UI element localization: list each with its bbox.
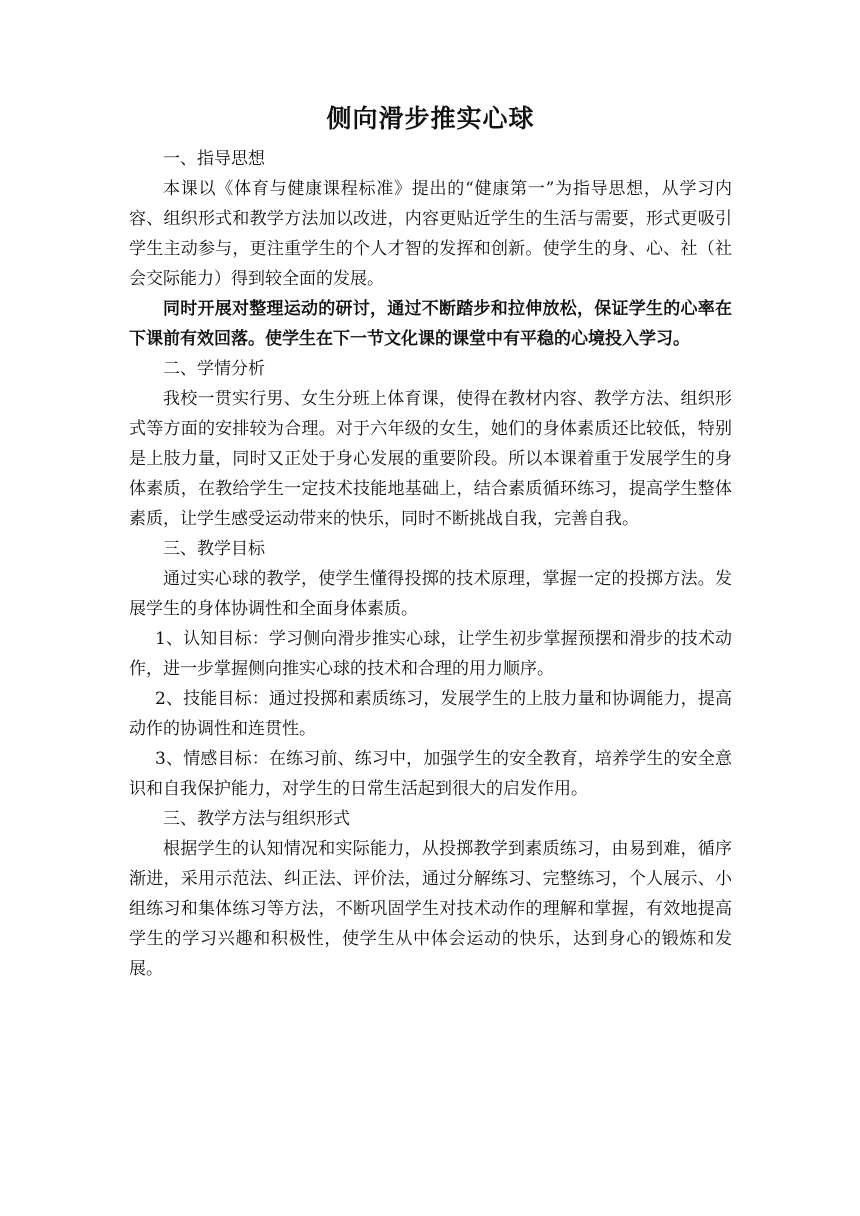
section-heading-guiding-ideology: 一、指导思想: [163, 149, 265, 169]
section-heading-teaching-methods: 三、教学方法与组织形式: [163, 809, 350, 829]
document-title: 侧向滑步推实心球: [326, 104, 535, 133]
paragraph-student-analysis: 我校一贯实行男、女生分班上体育课，使得在教材内容、教学方法、组织形式等方面的安排较为合理。对于六年级的女生，她们的身体素质还比较低，特别是上肢力量，同时又正处于身心发展的重要阶段。所以本课着重于发展学生的身体素质，在教给学生一定技术技能地基础上，结合素质循环练习，提高学生整体素质，让学生感受运动带来的快乐，同时不断挑战自我，完善自我。: [129, 389, 732, 529]
goal-item-emotional: 3、情感目标：在练习前、练习中，加强学生的安全教育，培养学生的安全意识和自我保护能力，对学生的日常生活起到很大的启发作用。: [129, 749, 732, 799]
goal-item-skill: 2、技能目标：通过投掷和素质练习，发展学生的上肢力量和协调能力，提高动作的协调性和连贯性。: [129, 689, 732, 739]
paragraph-guiding-ideology: 本课以《体育与健康课程标准》提出的“健康第一”为指导思想，从学习内容、组织形式和教学方法加以改进，内容更贴近学生的生活与需要，形式更吸引学生主动参与，更注重学生的个人才智的发挥和创新。使学生的身、心、社（社会交际能力）得到较全面的发展。: [129, 179, 732, 289]
section-heading-teaching-goals: 三、教学目标: [163, 539, 265, 559]
goal-item-cognitive: 1、认知目标：学习侧向滑步推实心球，让学生初步掌握预摆和滑步的技术动作，进一步掌握侧向推实心球的技术和合理的用力顺序。: [129, 629, 732, 679]
section-heading-student-analysis: 二、学情分析: [163, 359, 265, 379]
paragraph-teaching-methods: 根据学生的认知情况和实际能力，从投掷教学到素质练习，由易到难，循序渐进，采用示范法、纠正法、评价法，通过分解练习、完整练习，个人展示、小组练习和集体练习等方法，不断巩固学生对技术动作的理解和掌握，有效地提高学生的学习兴趣和积极性，使学生从中体会运动的快乐，达到身心的锻炼和发展。: [129, 839, 732, 979]
paragraph-teaching-goals: 通过实心球的教学，使学生懂得投掷的技术原理，掌握一定的投掷方法。发展学生的身体协调性和全面身体素质。: [129, 569, 732, 619]
paragraph-cooldown-research: 同时开展对整理运动的研讨，通过不断踏步和拉伸放松，保证学生的心率在下课前有效回落。使学生在下一节文化课的课堂中有平稳的心境投入学习。: [129, 299, 732, 349]
document-body: [129, 102, 732, 984]
